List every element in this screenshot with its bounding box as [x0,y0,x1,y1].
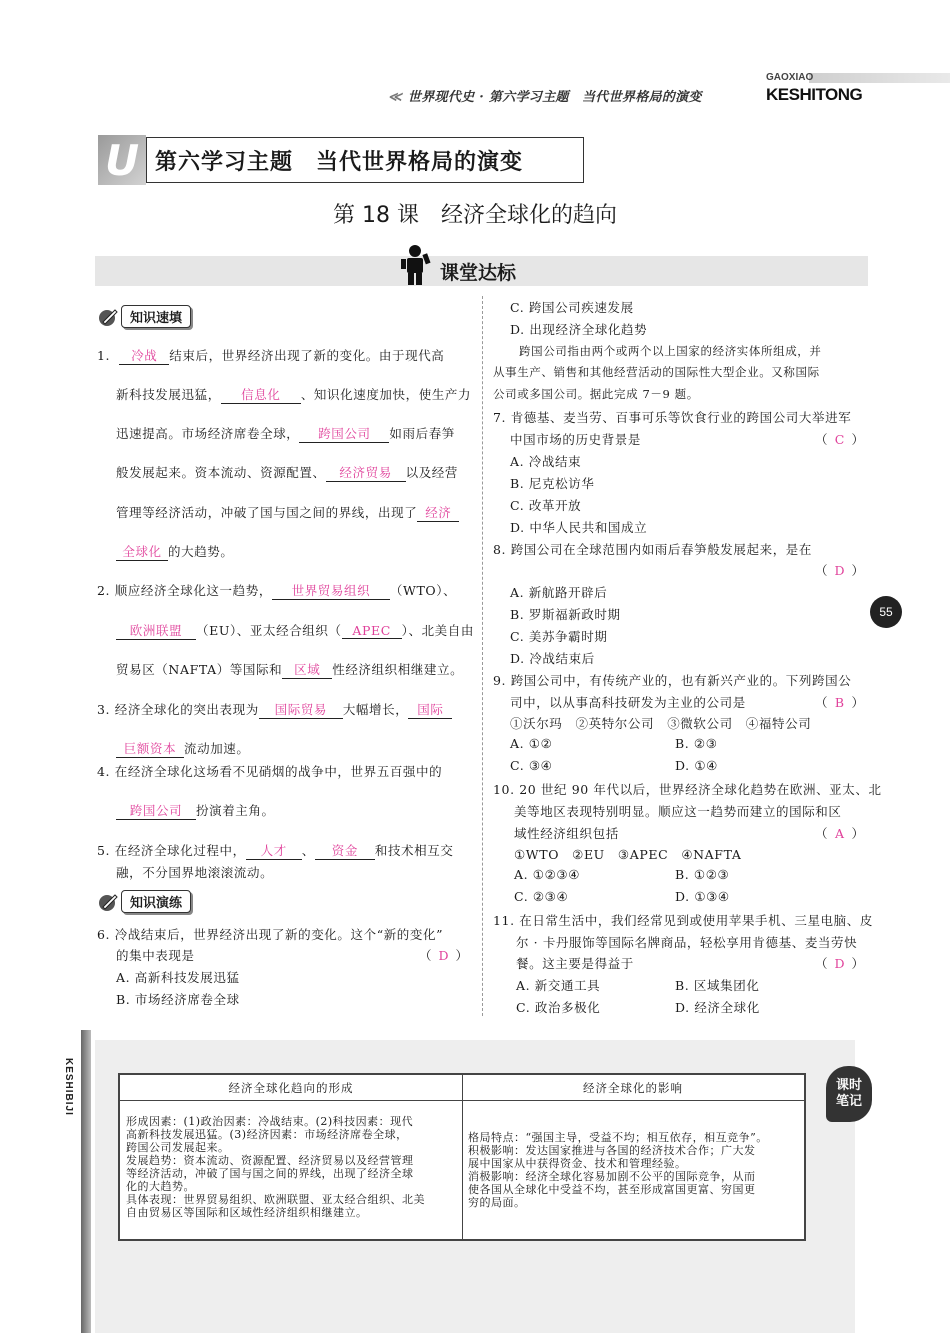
q1-answer-1: 冷战 [119,346,169,365]
notes-col1-header: 经济全球化趋向的形成 [120,1075,462,1101]
series-title: 世界现代史 · 第六学习主题 当代世界格局的演变 [407,90,702,105]
page-number: 55 [870,596,902,628]
q11-stem-2: 尔 · 卡丹服饰等国际名牌商品，轻松享用肯德基、麦当劳快 [516,935,858,950]
notes-table [118,1073,806,1241]
q11-option-a: A. 新交通工具 [516,978,601,993]
q1-line3: 迅速提高。市场经济席卷全球， 跨国公司 如雨后春笋 [116,426,455,441]
q9-option-d: D. ①④ [675,758,718,773]
notes-tab [826,1066,872,1122]
notes-col1-content: 形成因素：(1)政治因素：冷战结束。(2)科技因素：现代 高新科技发展迅猛。(3)经济因素：市场经济席卷全球， 跨国公司发展起来。 发展趋势：资本流动、资源配置、经济贸易以及经营管理 等经济活动，冲破了国与国之间的界线，出现了经济全球 化的大趋势。 具体表现：世界贸易组织、欧洲联盟、亚太经合组织、北美 自由贸易区等国际和区域性经济组织相继建立。 [126,1115,425,1219]
q9-option-c: C. ③④ [510,758,553,773]
double-chevron-icon: ≪ [388,90,402,105]
q5-answer-2: 资金 [315,841,375,860]
q3-answer-1: 国际贸易 [259,700,343,719]
subhead-practice-label: 知识演练 [121,890,191,913]
brand-small: GAOXIAO [766,72,814,83]
q9-stem-1: 9. 跨国公司中，有传统产业的，也有新兴产业的。下列跨国公 [493,673,852,688]
subhead-practice [97,890,191,913]
q7-option-c: C. 改革开放 [510,498,582,513]
q10-option-a: A. ①②③④ [514,867,580,882]
q10-option-d: D. ①③④ [675,889,730,904]
material-line-1: 跨国公司指由两个或两个以上国家的经济实体所组成，并 [519,344,822,358]
notes-tab-line-2: 笔记 [835,1094,862,1109]
q1-answer-5b: 全球化 [116,542,168,561]
q11-answer: （ D ） [815,956,865,971]
q6-option-c: C. 跨国公司疾速发展 [510,300,634,315]
notes-col2-header: 经济全球化的影响 [462,1075,804,1101]
q7-stem-2: 中国市场的历史背景是 [510,432,642,447]
notes-tab-line-1: 课时 [835,1078,862,1093]
student-icon [397,244,433,286]
q4-line1: 4. 在经济全球化这场看不见硝烟的战争中，世界五百强中的 [97,764,443,779]
pencil-icon [97,891,119,913]
q6-answer: （ D ） [419,948,469,963]
q1-line2: 新科技发展迅猛， 信息化 、知识化速度加快，使生产力 [116,387,472,402]
q10-option-c: C. ②③④ [514,889,569,904]
q8-stem-1: 8. 跨国公司在全球范围内如雨后春笋般发展起来，是在 [493,542,813,557]
q5-line2: 融，不分国界地滚滚流动。 [116,865,274,880]
q1-answer-2: 信息化 [221,385,301,404]
material-line-2: 从事生产、销售和其他经营活动的国际性大型企业。又称国际 [493,365,820,379]
material-line-3: 公司或多国公司。据此完成 7－9 题。 [493,387,699,401]
q1-line6: 全球化 的大趋势。 [116,542,234,561]
q1-answer-3: 跨国公司 [299,424,389,443]
q6-option-b: B. 市场经济席卷全球 [116,992,240,1007]
q5-answer-1: 人才 [246,841,302,860]
q6-stem-1: 6. 冷战结束后，世界经济出现了新的变化。这个“新的变化” [97,927,444,942]
lesson-title: 第 18 课 经济全球化的趋向 [333,203,617,228]
q1-answer-4: 经济贸易 [326,463,406,482]
q5-line1: 5. 在经济全球化过程中， 人才 、 资金 和技术相互交 [97,843,454,858]
q9-stem-2: 司中，以从事高科技研发为主业的公司是 [510,695,746,710]
q7-option-b: B. 尼克松访华 [510,476,595,491]
q11-stem-1: 11. 在日常生活中，我们经常见到或使用苹果手机、三星电脑、皮 [493,913,873,928]
q10-stem-3: 域性经济组织包括 [514,826,619,841]
q7-option-d: D. 中华人民共和国成立 [510,520,648,535]
q10-items: ①WTO ②EU ③APEC ④NAFTA [514,847,742,862]
q6-option-a: A. 高新科技发展迅猛 [116,970,240,985]
q1-line1: 1. 冷战 结束后，世界经济出现了新的变化。由于现代高 [97,348,445,363]
q7-option-a: A. 冷战结束 [510,454,582,469]
q2-answer-3: APEC [342,623,402,639]
q2-line3: 贸易区（NAFTA）等国际和 区域 性经济组织相继建立。 [116,662,464,677]
column-divider [482,296,483,1016]
q9-option-a: A. ①② [510,736,553,751]
q11-stem-3: 餐。这主要是得益于 [516,956,634,971]
subhead-fill-label: 知识速填 [121,305,191,328]
q2-answer-4: 区域 [282,660,332,679]
side-label: KESHIBIJI [63,1058,74,1116]
q1-answer-5a: 经济 [417,503,459,522]
q10-option-b: B. ①②③ [675,867,730,882]
q2-answer-1: 世界贸易组织 [272,581,390,600]
q8-answer: （ D ） [815,563,865,578]
q2-answer-2: 欧洲联盟 [116,621,196,640]
unit-title: 第六学习主题 当代世界格局的演变 [146,137,584,183]
q3-answer-2b: 巨额资本 [116,739,184,758]
q9-answer: （ B ） [815,695,865,710]
q2-line2: 欧洲联盟 （EU）、亚太经合组织（ APEC ）、北美自由 [116,621,474,640]
q8-option-c: C. 美苏争霸时期 [510,629,608,644]
q10-stem-1: 10. 20 世纪 90 年代以后，世界经济全球化趋势在欧洲、亚太、北 [493,782,882,797]
q11-option-b: B. 区域集团化 [675,978,760,993]
q8-option-a: A. 新航路开辟后 [510,585,608,600]
notes-col2-content: 格局特点：“强国主导，受益不均；相互依存，相互竞争”。 积极影响：发达国家推进与各国的经济技术合作；广大发 展中国家从中获得资金、技术和管理经验。 消极影响：经济全球化容易加剧不公平的国际竞争，从而 使各国从全球化中受益不均，甚至形成富国更富、穷国更 穷的局面。 [468,1131,768,1209]
subhead-fill [97,305,191,328]
brand-bar [809,73,950,83]
q3-answer-2a: 国际 [408,700,452,719]
q9-items: ①沃尔玛 ②英特尔公司 ③微软公司 ④福特公司 [510,716,812,731]
unit-badge: U [98,135,146,185]
pencil-icon [97,306,119,328]
notes-column-divider [462,1075,463,1239]
q10-stem-2: 美等地区表现特别明显。顺应这一趋势而建立的国际和区 [514,804,842,819]
q1-line4: 般发展起来。资本流动、资源配置、 经济贸易 以及经营 [116,465,459,480]
q4-answer-1: 跨国公司 [116,801,196,820]
q11-option-c: C. 政治多极化 [516,1000,601,1015]
q8-option-b: B. 罗斯福新政时期 [510,607,621,622]
section-title: 课堂达标 [440,262,517,284]
brand-main: KESHITONG [766,85,863,104]
q7-answer: （ C ） [815,432,865,447]
side-bar [81,1030,91,1333]
q6-option-d: D. 出现经济全球化趋势 [510,322,648,337]
q1-line5: 管理等经济活动，冲破了国与国之间的界线，出现了 经济 [116,503,459,522]
q10-answer: （ A ） [815,826,865,841]
q9-option-b: B. ②③ [675,736,718,751]
series-header [388,86,702,105]
q7-stem-1: 7. 肯德基、麦当劳、百事可乐等饮食行业的跨国公司大举进军 [493,410,852,425]
q3-line1: 3. 经济全球化的突出表现为 国际贸易 大幅增长， 国际 [97,700,452,719]
q2-line1: 2. 顺应经济全球化这一趋势， 世界贸易组织 （WTO）、 [97,583,457,598]
q6-stem-2: 的集中表现是 [116,948,195,963]
q4-line2: 跨国公司 扮演着主角。 [116,801,275,820]
q3-line2: 巨额资本 流动加速。 [116,739,250,758]
q8-option-d: D. 冷战结束后 [510,651,595,666]
q11-option-d: D. 经济全球化 [675,1000,760,1015]
